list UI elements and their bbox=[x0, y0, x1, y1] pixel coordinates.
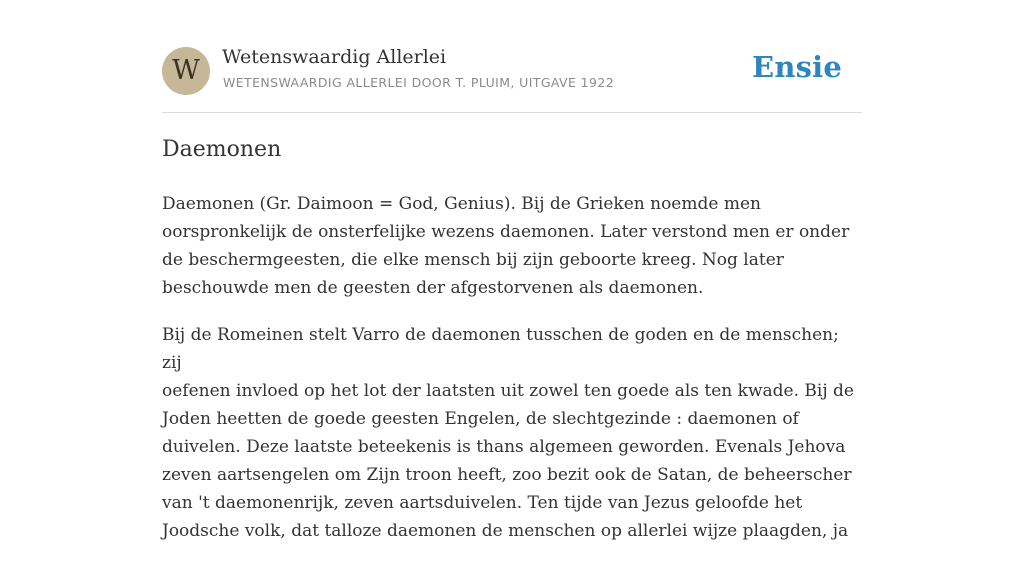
article-paragraph: Daemonen (Gr. Daimoon = God, Genius). Bij de Grieken noemde men oorspronkelijk de onsterfelijke wezens daemonen. Later verstond men er onder de beschermgeesten, die elke mensch bij zijn geboorte kreeg. Nog later beschouwde men de geesten der afgestorvenen als daemonen. bbox=[162, 194, 850, 298]
article-paragraph: Bij de Romeinen stelt Varro de daemonen tusschen de goden en de menschen; zij oefenen invloed op het lot der laatsten uit zowel ten goede als ten kwade. Bij de Joden heetten de goede geesten Engelen, de slechtgezinde : daemonen of duivelen. Deze laatste beteekenis is thans algemeen geworden. Evenals Jehova zeven aartsengelen om Zijn troon heeft, zoo bezit ook de Satan, de beheerscher van 't daemonenrijk, zeven aartsduivelen. Ten tijde van Jezus geloofde het Joodsche volk, dat talloze daemonen de menschen op allerlei wijze plaagden, ja bbox=[162, 325, 854, 541]
source-header bbox=[162, 46, 862, 96]
page bbox=[162, 0, 862, 541]
ensie-logo-link[interactable]: Ensie bbox=[752, 50, 842, 84]
source-avatar[interactable]: W bbox=[162, 47, 210, 95]
source-title[interactable]: Wetenswaardig Allerlei bbox=[222, 46, 447, 68]
source-subtitle: WETENSWAARDIG ALLERLEI DOOR T. PLUIM, UITGAVE 1922 bbox=[223, 75, 615, 90]
page-title: Daemonen bbox=[162, 137, 282, 162]
header-divider bbox=[162, 112, 862, 113]
article-body bbox=[162, 190, 862, 564]
